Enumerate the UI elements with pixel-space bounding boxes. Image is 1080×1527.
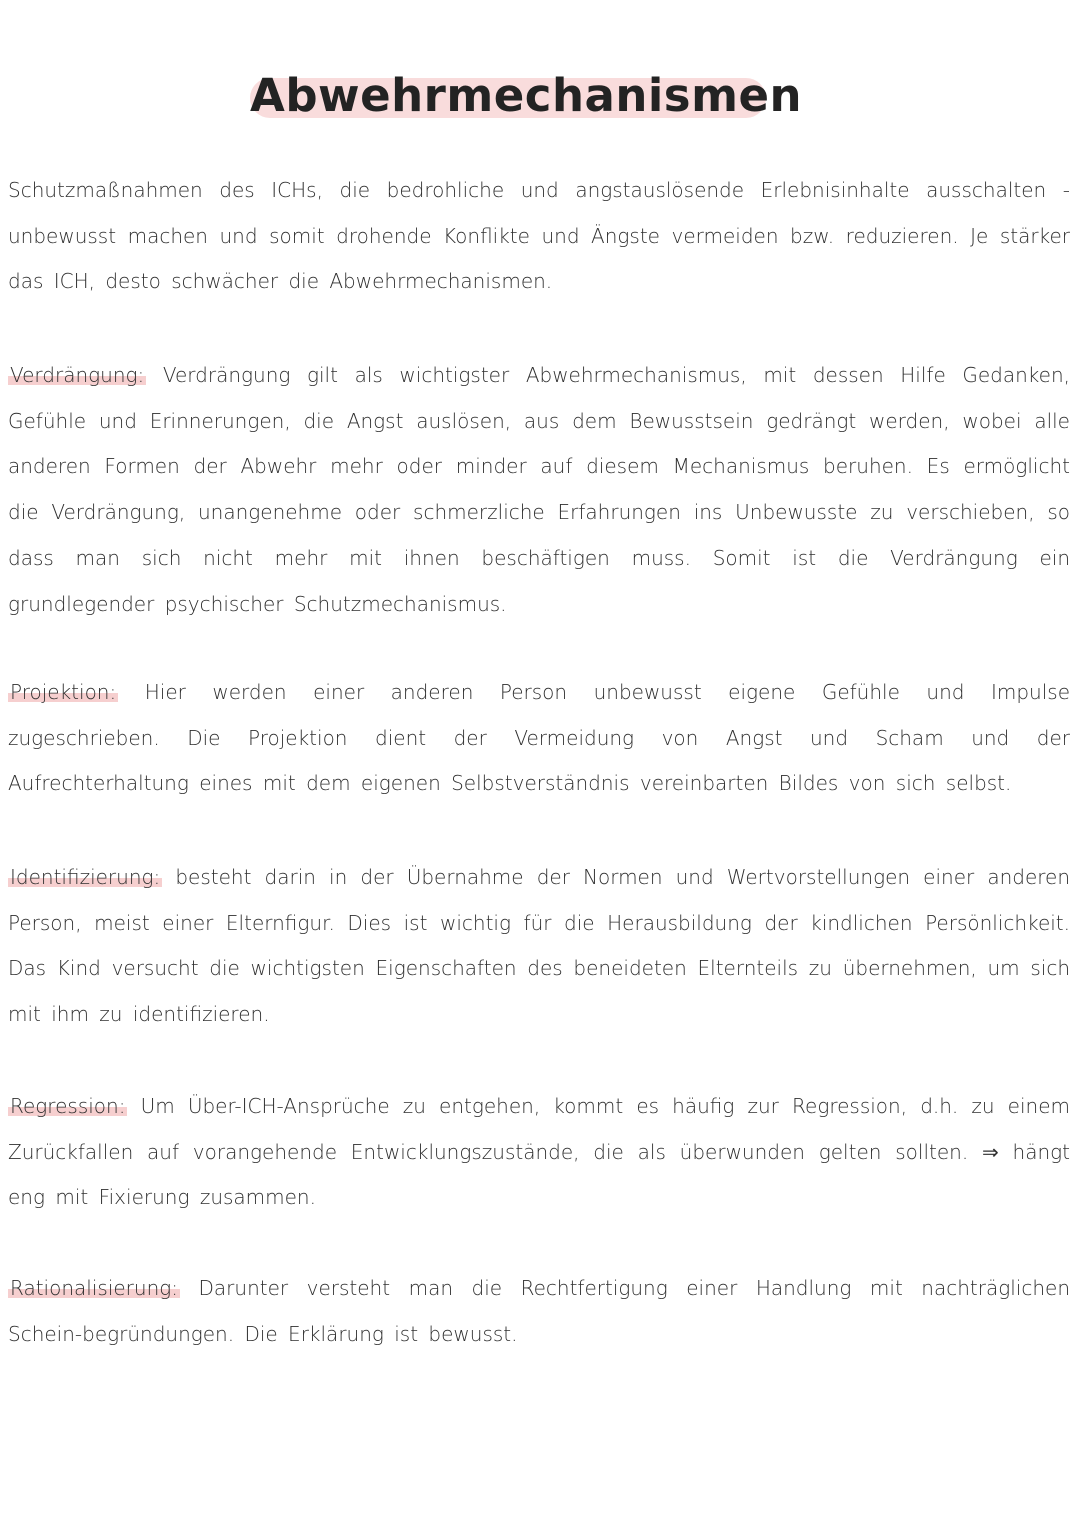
section-text: Hier werden einer anderen Person unbewusst eigene Gefühle und Impulse zugeschrieben. Die Projektion dient der Vermeidung von Angst und Scham und der Aufrechterhaltung eines mit dem eigenen Selbstverständnis vereinbarten Bildes von sich selbst. [8, 680, 1070, 796]
intro-paragraph: Schutzmaßnahmen des ICHs, die bedrohliche und angstauslösende Erlebnisinhalte ausschalten - unbewusst machen und somit drohende Konflikte und Ängste vermeiden bzw. reduzieren. Je stärker das ICH, desto schwächer die Abwehrmechanismen. [8, 178, 1070, 294]
section-rationalisierung [8, 1266, 1070, 1357]
section-verdraengung [8, 353, 1070, 627]
section-projektion [8, 670, 1070, 807]
section-text: Verdrängung gilt als wichtigster Abwehrmechanismus, mit dessen Hilfe Gedanken, Gefühle und Erinnerungen, die Angst auslösen, aus dem Bewusstsein gedrängt werden, wobei alle anderen Formen der Abwehr mehr oder minder auf diesem Mechanismus beruhen. Es ermöglicht die Verdrängung, unangenehme oder schmerzliche Erfahrungen ins Unbewusste zu verschieben, so dass man sich nicht mehr mit ihnen beschäftigen muss. Somit ist die Verdrängung ein grundlegender psychischer Schutzmechanismus. [8, 363, 1071, 616]
section-term: Verdrängung: [10, 363, 145, 387]
section-term: Rationalisierung: [10, 1276, 178, 1300]
section-text: Darunter versteht man die Rechtfertigung einer Handlung mit nachträglichen Schein-begründungen. Die Erklärung ist bewusst. [8, 1276, 1070, 1346]
page-title: Abwehrmechanismen [250, 69, 803, 122]
section-text: Um Über-ICH-Ansprüche zu entgehen, kommt es häufig zur Regression, d.h. zu einem Zurückfallen auf vorangehende Entwicklungszustände, die als überwunden gelten sollten. ⇒ hängt eng mit Fixierung zusammen. [8, 1094, 1071, 1210]
title-area [250, 66, 803, 126]
section-regression [8, 1084, 1070, 1221]
section-text: besteht darin in der Übernahme der Normen und Wertvorstellungen einer anderen Person, meist einer Elternfigur. Dies ist wichtig für die Herausbildung der kindlichen Persönlichkeit. Das Kind versucht die wichtigsten Eigenschaften des beneideten Elternteils zu übernehmen, um sich mit ihm zu identifizieren. [8, 865, 1071, 1027]
section-term: Projektion: [10, 680, 117, 704]
section-term: Identifizierung: [10, 865, 161, 889]
section-identifizierung [8, 855, 1070, 1038]
section-term: Regression: [10, 1094, 126, 1118]
